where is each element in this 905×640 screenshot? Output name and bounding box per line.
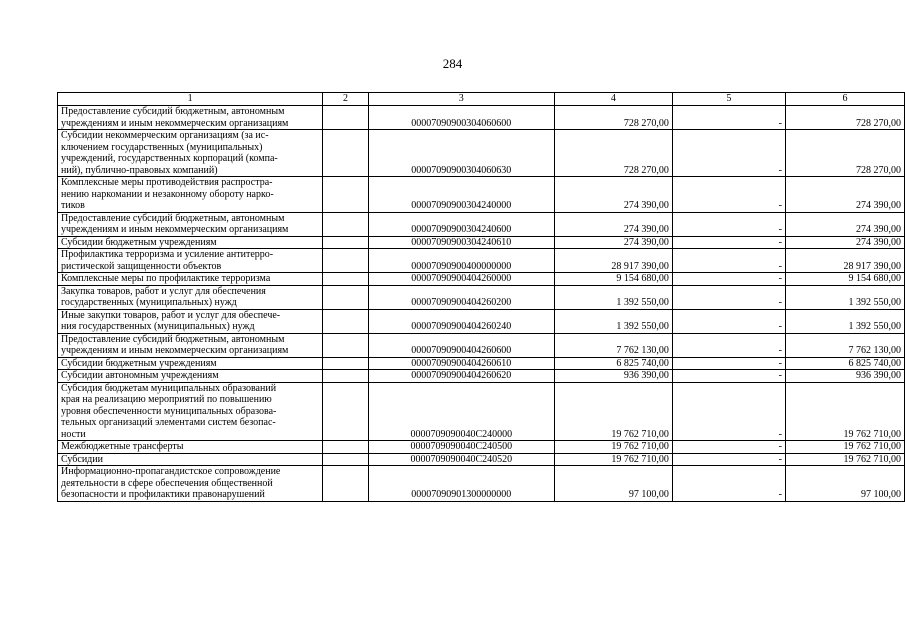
amount-cell: 274 390,00 <box>554 177 672 213</box>
row-name-line: края на реализацию мероприятий по повышению <box>61 394 272 405</box>
col2-cell <box>323 285 369 309</box>
amount-cell: 936 390,00 <box>554 370 672 383</box>
amount-cell: 728 270,00 <box>554 130 672 177</box>
code-cell: 00007090900400000000 <box>368 249 554 273</box>
total-cell: 97 100,00 <box>785 466 904 502</box>
total-cell: 1 392 550,00 <box>785 309 904 333</box>
change-cell: - <box>672 370 785 383</box>
col2-cell <box>323 106 369 130</box>
table-row <box>58 370 905 383</box>
row-name-line: ключением государственных (муниципальных) <box>61 141 263 153</box>
table-row <box>58 309 905 333</box>
change-cell: - <box>672 357 785 370</box>
row-name <box>58 285 323 309</box>
col2-cell <box>323 333 369 357</box>
code-cell: 00007090900304240610 <box>368 236 554 249</box>
row-name-line: нению наркомании и незаконному обороту нарко- <box>61 188 274 200</box>
code-cell: 0000709090040C240500 <box>368 441 554 454</box>
column-header: 4 <box>554 93 672 106</box>
budget-table <box>57 92 905 502</box>
total-cell: 274 390,00 <box>785 236 904 249</box>
change-cell: - <box>672 236 785 249</box>
col2-cell <box>323 357 369 370</box>
row-name <box>58 453 323 466</box>
row-name <box>58 130 323 177</box>
row-name <box>58 441 323 454</box>
amount-cell: 274 390,00 <box>554 212 672 236</box>
amount-cell: 6 825 740,00 <box>554 357 672 370</box>
total-cell: 19 762 710,00 <box>785 453 904 466</box>
row-name-line: Субсидия бюджетам муниципальных образований <box>61 382 277 394</box>
row-name-line: Субсидии <box>61 453 103 465</box>
row-name <box>58 357 323 370</box>
total-cell: 274 390,00 <box>785 212 904 236</box>
row-name-line: Закупка товаров, работ и услуг для обеспечения <box>61 285 266 297</box>
row-name-line: ний), публично-правовых компаний) <box>61 164 218 176</box>
change-cell: - <box>672 441 785 454</box>
row-name-line: учреждениям и иным некоммерческим организациям <box>61 224 289 235</box>
total-cell: 936 390,00 <box>785 370 904 383</box>
table-row <box>58 453 905 466</box>
row-name <box>58 382 323 441</box>
total-cell: 9 154 680,00 <box>785 273 904 286</box>
table-row <box>58 212 905 236</box>
row-name-line: тельных организаций элементами систем безопас- <box>61 417 276 428</box>
amount-cell: 97 100,00 <box>554 466 672 502</box>
col2-cell <box>323 249 369 273</box>
change-cell: - <box>672 453 785 466</box>
amount-cell: 19 762 710,00 <box>554 453 672 466</box>
row-name-line: Комплексные меры противодействия распростра- <box>61 177 273 188</box>
code-cell: 00007090901300000000 <box>368 466 554 502</box>
column-header: 1 <box>58 93 323 106</box>
amount-cell: 1 392 550,00 <box>554 285 672 309</box>
code-cell: 00007090900404260240 <box>368 309 554 333</box>
row-name <box>58 309 323 333</box>
col2-cell <box>323 177 369 213</box>
table-row <box>58 177 905 213</box>
total-cell: 19 762 710,00 <box>785 382 904 441</box>
row-name <box>58 333 323 357</box>
code-cell: 00007090900304240600 <box>368 212 554 236</box>
row-name-line: Межбюджетные трансферты <box>61 441 184 452</box>
row-name <box>58 273 323 286</box>
change-cell: - <box>672 285 785 309</box>
row-name-line: безопасности и профилактики правонарушений <box>61 489 265 500</box>
row-name-line: тиков <box>61 200 85 211</box>
total-cell: 274 390,00 <box>785 177 904 213</box>
code-cell: 0000709090040C240000 <box>368 382 554 441</box>
change-cell: - <box>672 466 785 502</box>
col2-cell <box>323 309 369 333</box>
change-cell: - <box>672 130 785 177</box>
col2-cell <box>323 466 369 502</box>
total-cell: 1 392 550,00 <box>785 285 904 309</box>
change-cell: - <box>672 382 785 441</box>
table-row <box>58 273 905 286</box>
row-name-line: Информационно-пропагандистское сопровождение <box>61 466 281 477</box>
amount-cell: 274 390,00 <box>554 236 672 249</box>
row-name-line: Предоставление субсидий бюджетным, автономным <box>61 106 285 117</box>
row-name-line: Субсидии бюджетным учреждениям <box>61 236 217 248</box>
column-header: 5 <box>672 93 785 106</box>
change-cell: - <box>672 106 785 130</box>
amount-cell: 728 270,00 <box>554 106 672 130</box>
column-header: 3 <box>368 93 554 106</box>
total-cell: 7 762 130,00 <box>785 333 904 357</box>
table-row <box>58 285 905 309</box>
row-name-line: ния государственных (муниципальных) нужд <box>61 321 255 332</box>
col2-cell <box>323 370 369 383</box>
code-cell: 00007090900404260200 <box>368 285 554 309</box>
row-name-line: Профилактика терроризма и усиление антитерро- <box>61 249 274 260</box>
table-row <box>58 130 905 177</box>
row-name-line: ности <box>61 428 86 440</box>
code-cell: 00007090900404260610 <box>368 357 554 370</box>
change-cell: - <box>672 273 785 286</box>
change-cell: - <box>672 309 785 333</box>
row-name-line: учреждений, государственных корпораций (компа- <box>61 153 278 164</box>
row-name-line: деятельности в сфере обеспечения общественной <box>61 477 273 489</box>
table-row <box>58 466 905 502</box>
row-name-line: уровня обеспеченности муниципальных образова- <box>61 405 277 417</box>
col2-cell <box>323 453 369 466</box>
row-name-line: Субсидии бюджетным учреждениям <box>61 357 217 369</box>
row-name <box>58 212 323 236</box>
total-cell: 728 270,00 <box>785 106 904 130</box>
table-row <box>58 106 905 130</box>
table-row <box>58 441 905 454</box>
col2-cell <box>323 273 369 286</box>
row-name-line: Предоставление субсидий бюджетным, автономным <box>61 212 285 224</box>
table-row <box>58 382 905 441</box>
table-row <box>58 249 905 273</box>
header-row <box>58 93 905 106</box>
code-cell: 0000709090040C240520 <box>368 453 554 466</box>
change-cell: - <box>672 333 785 357</box>
table-body <box>58 106 905 502</box>
row-name <box>58 106 323 130</box>
row-name <box>58 249 323 273</box>
table-row <box>58 357 905 370</box>
code-cell: 00007090900404260620 <box>368 370 554 383</box>
row-name-line: учреждениям и иным некоммерческим организациям <box>61 117 289 129</box>
row-name-line: Комплексные меры по профилактике терроризма <box>61 273 271 284</box>
row-name-line: Субсидии автономным учреждениям <box>61 370 219 381</box>
amount-cell: 7 762 130,00 <box>554 333 672 357</box>
row-name <box>58 177 323 213</box>
table-row <box>58 333 905 357</box>
table-row <box>58 236 905 249</box>
amount-cell: 28 917 390,00 <box>554 249 672 273</box>
code-cell: 00007090900304060600 <box>368 106 554 130</box>
page-number: 284 <box>442 56 463 71</box>
row-name-line: учреждениям и иным некоммерческим организациям <box>61 345 289 356</box>
row-name <box>58 466 323 502</box>
col2-cell <box>323 382 369 441</box>
row-name <box>58 370 323 383</box>
column-header: 2 <box>323 93 369 106</box>
row-name-line: Субсидии некоммерческим организациям (за ис- <box>61 130 269 141</box>
change-cell: - <box>672 212 785 236</box>
column-header: 6 <box>785 93 904 106</box>
code-cell: 00007090900304240000 <box>368 177 554 213</box>
change-cell: - <box>672 177 785 213</box>
row-name <box>58 236 323 249</box>
row-name-line: Предоставление субсидий бюджетным, автономным <box>61 333 285 345</box>
col2-cell <box>323 130 369 177</box>
code-cell: 00007090900404260000 <box>368 273 554 286</box>
total-cell: 19 762 710,00 <box>785 441 904 454</box>
change-cell: - <box>672 249 785 273</box>
amount-cell: 19 762 710,00 <box>554 441 672 454</box>
code-cell: 00007090900304060630 <box>368 130 554 177</box>
col2-cell <box>323 441 369 454</box>
row-name-line: государственных (муниципальных) нужд <box>61 297 237 308</box>
amount-cell: 1 392 550,00 <box>554 309 672 333</box>
total-cell: 728 270,00 <box>785 130 904 177</box>
code-cell: 00007090900404260600 <box>368 333 554 357</box>
row-name-line: ристической защищенности объектов <box>61 260 222 272</box>
amount-cell: 19 762 710,00 <box>554 382 672 441</box>
col2-cell <box>323 236 369 249</box>
row-name-line: Иные закупки товаров, работ и услуг для обеспече- <box>61 309 281 321</box>
amount-cell: 9 154 680,00 <box>554 273 672 286</box>
col2-cell <box>323 212 369 236</box>
total-cell: 6 825 740,00 <box>785 357 904 370</box>
total-cell: 28 917 390,00 <box>785 249 904 273</box>
